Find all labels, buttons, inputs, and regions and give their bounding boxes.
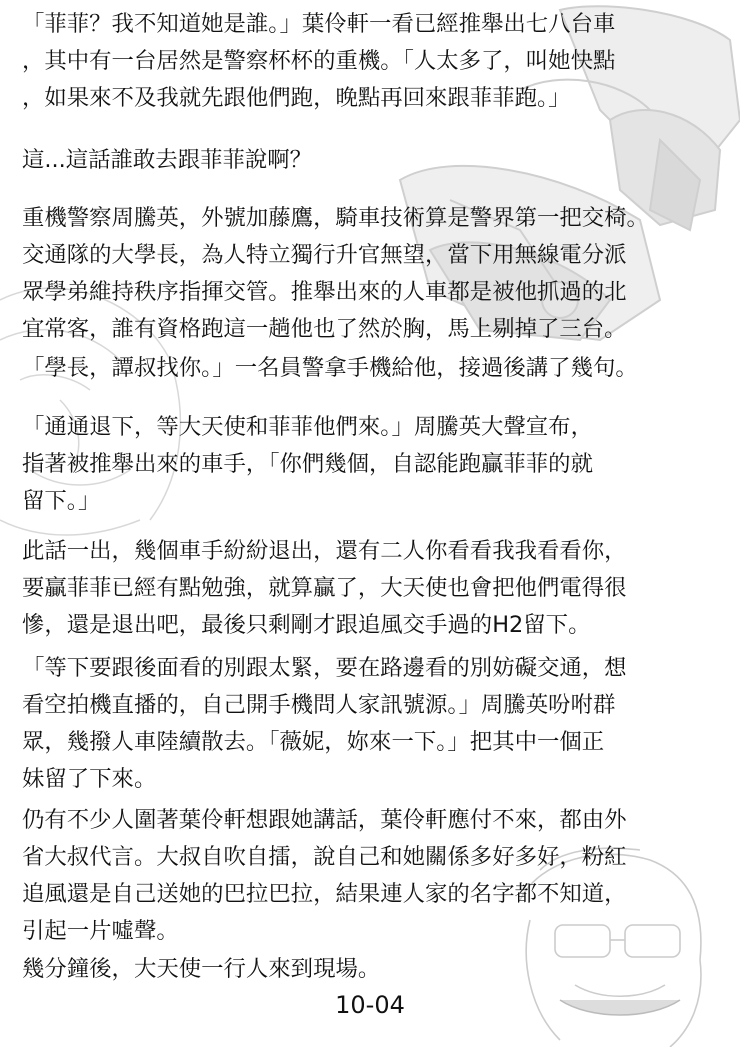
text-line: 省大叔代言。大叔自吹自擂，說自己和她關係多好多好，粉紅	[22, 844, 627, 870]
text-line: 此話一出，幾個車手紛紛退出，還有二人你看看我我看看你，	[22, 538, 627, 564]
text-line: 妹留了下來。	[22, 766, 157, 792]
paragraph-5	[22, 409, 722, 520]
text-line: 交通隊的大學長，為人特立獨行升官無望，當下用無線電分派	[22, 242, 627, 268]
text-line: 看空拍機直播的，自己開手機問人家訊號源。」周騰英吩咐群	[22, 692, 616, 718]
text-line: 眾，幾撥人車陸續散去。「薇妮，妳來一下。」把其中一個正	[22, 729, 605, 755]
text-line: ，如果來不及我就先跟他們跑，晚點再回來跟菲菲跑。」	[22, 85, 571, 111]
text-line: 指著被推舉出來的車手，「你們幾個，自認能跑贏菲菲的就	[22, 451, 593, 477]
text-line: 「通通退下，等大天使和菲菲他們來。」周騰英大聲宣布，	[22, 414, 593, 440]
text-line: 眾學弟維持秩序指揮交管。推舉出來的人車都是被他抓過的北	[22, 279, 627, 305]
text-line: 慘，還是退出吧，最後只剩剛才跟追風交手過的H2留下。	[22, 612, 591, 638]
paragraph-2	[22, 142, 722, 179]
text-line: 重機警察周騰英，外號加藤鷹，騎車技術算是警界第一把交椅。	[22, 205, 649, 231]
text-line: 留下。」	[22, 488, 101, 514]
paragraph-8	[22, 802, 722, 950]
text-line: 追風還是自己送她的巴拉巴拉，結果連人家的名字都不知道，	[22, 881, 627, 907]
text-line: 引起一片噓聲。	[22, 918, 179, 944]
paragraph-1	[22, 6, 722, 117]
paragraph-7	[22, 650, 722, 798]
paragraph-6	[22, 533, 722, 644]
paragraph-3	[22, 200, 722, 348]
text-line: 要贏菲菲已經有點勉強，就算贏了，大天使也會把他們電得很	[22, 575, 627, 601]
text-line: 「等下要跟後面看的別跟太緊，要在路邊看的別妨礙交通，想	[22, 655, 627, 681]
text-line: ，其中有一台居然是警察杯杯的重機。「人太多了，叫她快點	[22, 48, 616, 74]
text-line: 「菲菲？我不知道她是誰。」葉伶軒一看已經推舉出七八台車	[22, 11, 616, 37]
text-line: 宜常客，誰有資格跑這一趟他也了然於胸，馬上剔掉了三台。	[22, 316, 627, 342]
text-line: 這...這話誰敢去跟菲菲說啊？	[22, 147, 313, 173]
text-line: 「學長，譚叔找你。」一名員警拿手機給他，接過後講了幾句。	[22, 355, 638, 381]
paragraph-4	[22, 350, 722, 387]
paragraph-9	[22, 951, 722, 988]
text-line: 幾分鐘後，大天使一行人來到現場。	[22, 956, 381, 982]
text-line: 仍有不少人圍著葉伶軒想跟她講話，葉伶軒應付不來，都由外	[22, 807, 627, 833]
page-number: 10-04	[335, 991, 405, 1019]
